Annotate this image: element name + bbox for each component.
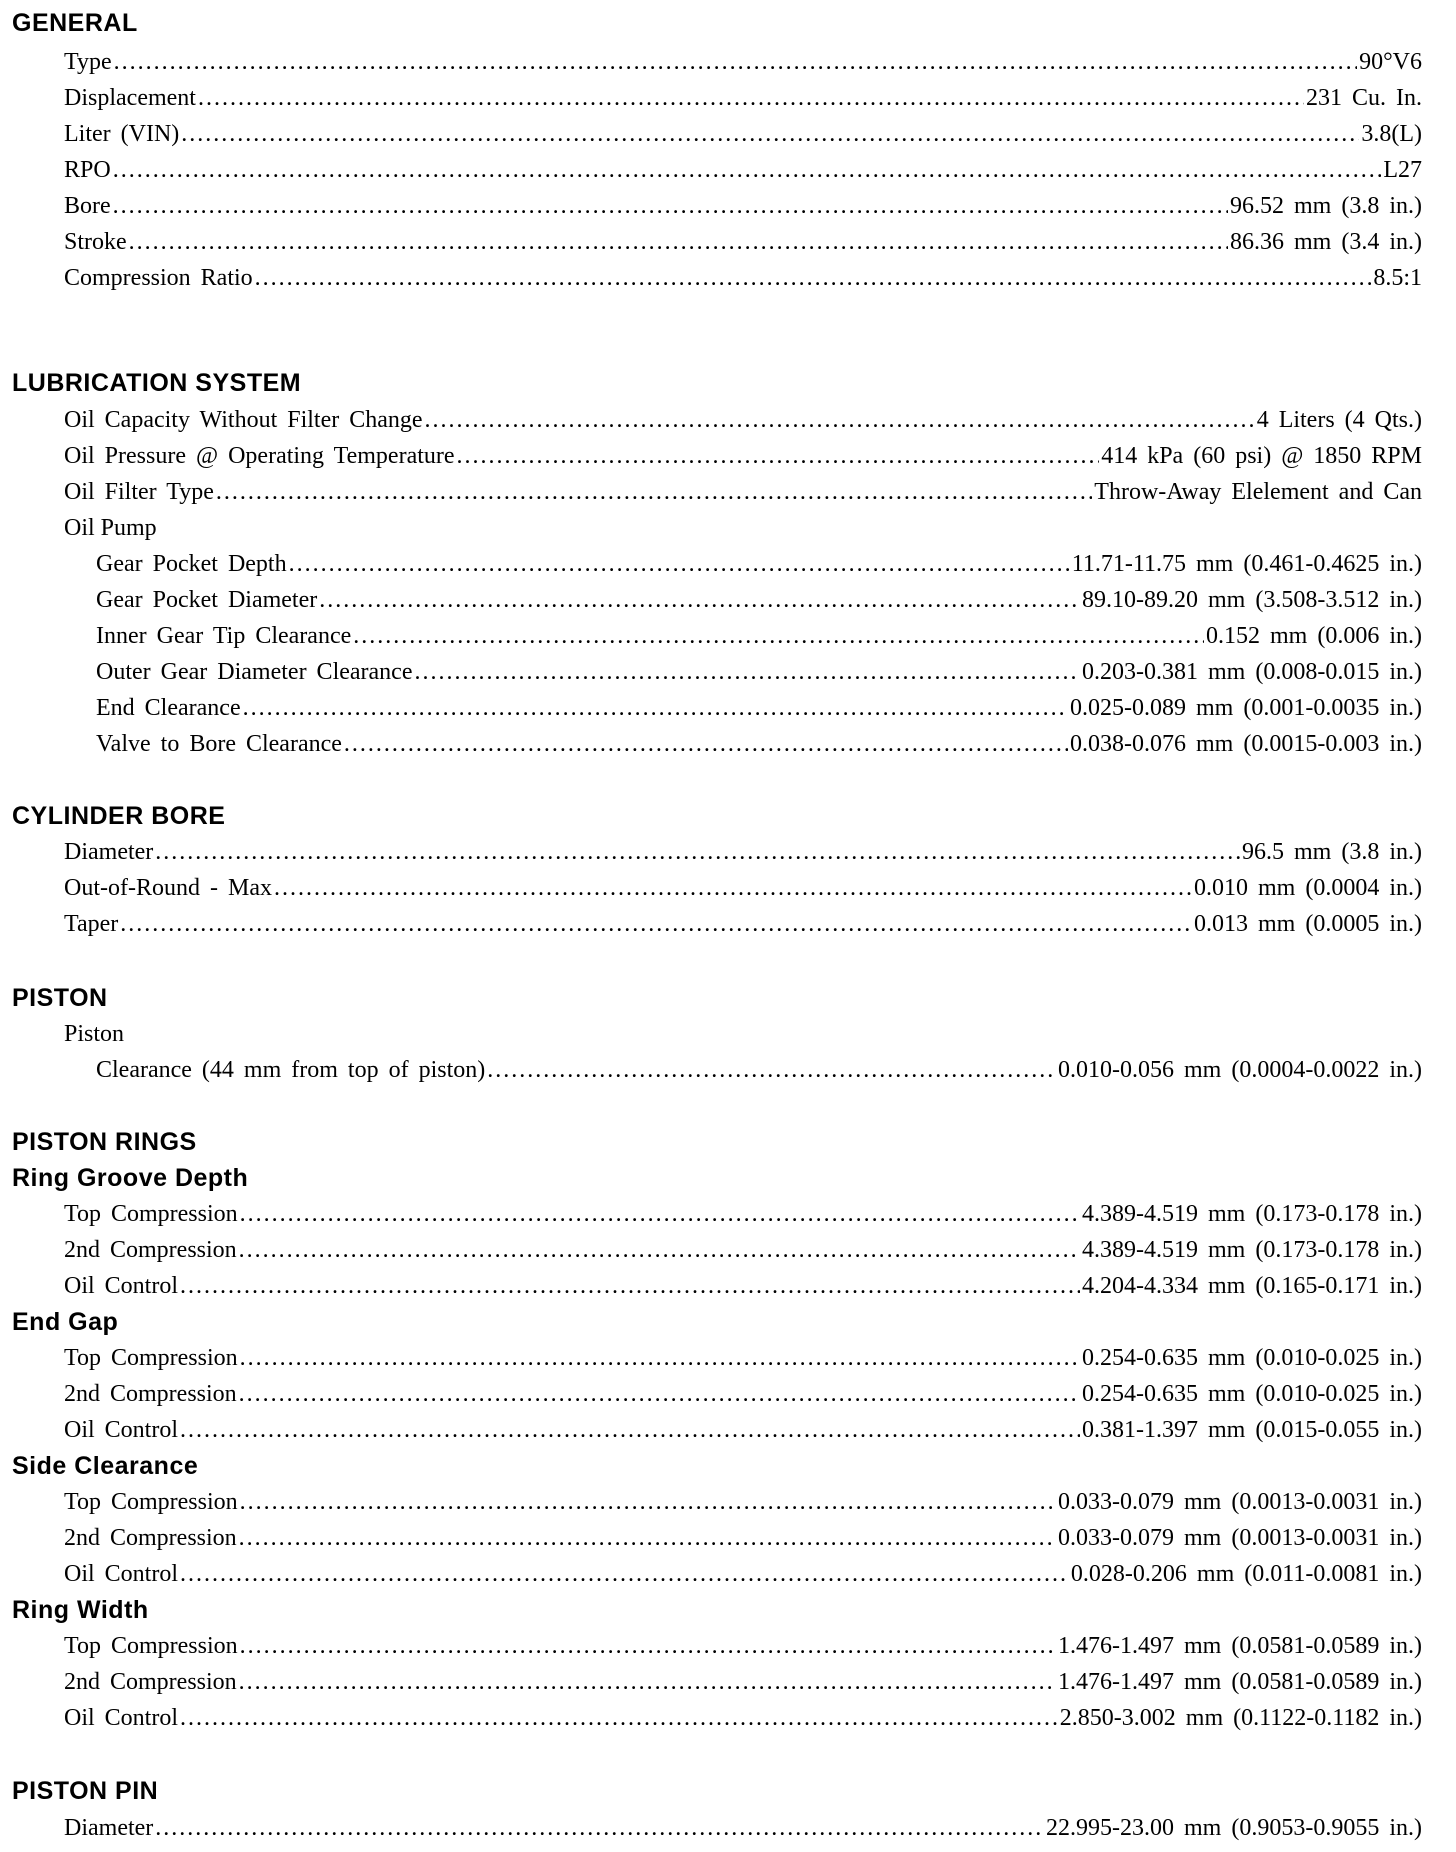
spec-value: 0.203-0.381 mm (0.008-0.015 in.) xyxy=(1082,659,1422,685)
leader-dots xyxy=(198,83,1304,113)
spec-value: L27 xyxy=(1383,157,1422,183)
spec-label: Oil Pressure @ Operating Temperature xyxy=(64,443,455,469)
spec-label: Valve to Bore Clearance xyxy=(96,731,342,757)
spec-row-groove-top xyxy=(64,1199,1422,1229)
spec-row-displacement xyxy=(64,83,1422,113)
spec-value: 89.10-89.20 mm (3.508-3.512 in.) xyxy=(1082,587,1422,613)
spec-row-pin-diameter xyxy=(64,1813,1422,1843)
subheading-side-clearance: Side Clearance xyxy=(12,1452,199,1480)
spec-value: 0.381-1.397 mm (0.015-0.055 in.) xyxy=(1082,1417,1422,1443)
spec-label: Top Compression xyxy=(64,1633,238,1659)
leader-dots xyxy=(239,1235,1080,1265)
leader-dots xyxy=(181,119,1359,149)
leader-dots xyxy=(155,837,1240,867)
spec-label: 2nd Compression xyxy=(64,1237,237,1263)
leader-dots xyxy=(180,1703,1058,1733)
spec-value: Throw-Away Elelement and Can xyxy=(1094,479,1422,505)
oil-pump-label: Oil Pump xyxy=(64,515,157,541)
spec-value: 0.013 mm (0.0005 in.) xyxy=(1194,911,1422,937)
spec-label: Liter (VIN) xyxy=(64,121,180,147)
spec-label: 2nd Compression xyxy=(64,1381,237,1407)
leader-dots xyxy=(180,1271,1080,1301)
leader-dots xyxy=(240,1199,1080,1229)
section-heading-piston: PISTON xyxy=(12,984,108,1012)
spec-value: 4.389-4.519 mm (0.173-0.178 in.) xyxy=(1082,1237,1422,1263)
subheading-end-gap: End Gap xyxy=(12,1308,119,1336)
leader-dots xyxy=(289,549,1070,579)
spec-label: Type xyxy=(64,49,112,75)
leader-dots xyxy=(487,1055,1056,1085)
spec-value: 8.5:1 xyxy=(1373,265,1422,291)
spec-label: Outer Gear Diameter Clearance xyxy=(96,659,413,685)
spec-value: 4 Liters (4 Qts.) xyxy=(1256,407,1422,433)
spec-row-side-top xyxy=(64,1487,1422,1517)
spec-value: 231 Cu. In. xyxy=(1306,85,1422,111)
spec-value: 1.476-1.497 mm (0.0581-0.0589 in.) xyxy=(1058,1633,1422,1659)
spec-value: 0.025-0.089 mm (0.001-0.0035 in.) xyxy=(1070,695,1422,721)
spec-row-compression-ratio xyxy=(64,263,1422,293)
spec-row-groove-oil xyxy=(64,1271,1422,1301)
spec-label: Inner Gear Tip Clearance xyxy=(96,623,352,649)
spec-row-gap-oil xyxy=(64,1415,1422,1445)
spec-row-bore-diameter xyxy=(64,837,1422,867)
spec-row-rpo xyxy=(64,155,1422,185)
spec-label: Oil Control xyxy=(64,1705,179,1731)
spec-label: Oil Control xyxy=(64,1273,179,1299)
spec-label: Compression Ratio xyxy=(64,265,253,291)
spec-value: 22.995-23.00 mm (0.9053-0.9055 in.) xyxy=(1046,1815,1422,1841)
spec-label: Oil Capacity Without Filter Change xyxy=(64,407,423,433)
spec-value: 4.389-4.519 mm (0.173-0.178 in.) xyxy=(1082,1201,1422,1227)
leader-dots xyxy=(240,1487,1056,1517)
spec-row-piston-clearance xyxy=(96,1055,1422,1085)
leader-dots xyxy=(113,191,1228,221)
leader-dots xyxy=(319,585,1080,615)
subheading-ring-groove-depth: Ring Groove Depth xyxy=(12,1164,249,1192)
spec-label: Oil Control xyxy=(64,1417,179,1443)
spec-row-out-of-round xyxy=(64,873,1422,903)
leader-dots xyxy=(239,1523,1056,1553)
spec-row-gear-pocket-diameter xyxy=(96,585,1422,615)
spec-label: Taper xyxy=(64,911,119,937)
spec-value: 0.254-0.635 mm (0.010-0.025 in.) xyxy=(1082,1381,1422,1407)
piston-sub-label: Piston xyxy=(64,1021,125,1047)
spec-row-width-oil xyxy=(64,1703,1422,1733)
leader-dots xyxy=(344,729,1068,759)
leader-dots xyxy=(274,873,1192,903)
spec-value: 86.36 mm (3.4 in.) xyxy=(1230,229,1422,255)
spec-value: 0.033-0.079 mm (0.0013-0.0031 in.) xyxy=(1058,1525,1422,1551)
leader-dots xyxy=(216,477,1092,507)
leader-dots xyxy=(180,1559,1069,1589)
spec-row-type xyxy=(64,47,1422,77)
subheading-ring-width: Ring Width xyxy=(12,1596,149,1624)
spec-value: 0.010 mm (0.0004 in.) xyxy=(1194,875,1422,901)
spec-value: 0.028-0.206 mm (0.011-0.0081 in.) xyxy=(1070,1561,1422,1587)
spec-label: Clearance (44 mm from top of piston) xyxy=(96,1057,486,1083)
spec-value: 90°V6 xyxy=(1359,49,1422,75)
spec-row-side-oil xyxy=(64,1559,1422,1589)
leader-dots xyxy=(114,47,1357,77)
spec-row-groove-2nd xyxy=(64,1235,1422,1265)
spec-label: Out-of-Round - Max xyxy=(64,875,272,901)
leader-dots xyxy=(457,441,1100,471)
spec-label: Gear Pocket Depth xyxy=(96,551,287,577)
spec-label: Gear Pocket Diameter xyxy=(96,587,318,613)
leader-dots xyxy=(113,155,1382,185)
leader-dots xyxy=(353,621,1204,651)
spec-label: Bore xyxy=(64,193,111,219)
spec-row-stroke xyxy=(64,227,1422,257)
section-heading-piston-rings: PISTON RINGS xyxy=(12,1128,197,1156)
spec-value: 414 kPa (60 psi) @ 1850 RPM xyxy=(1101,443,1422,469)
spec-row-bore xyxy=(64,191,1422,221)
spec-label: Displacement xyxy=(64,85,196,111)
spec-row-gap-top xyxy=(64,1343,1422,1373)
section-heading-lubrication: LUBRICATION SYSTEM xyxy=(12,369,302,397)
spec-value: 2.850-3.002 mm (0.1122-0.1182 in.) xyxy=(1059,1705,1422,1731)
spec-label: Oil Control xyxy=(64,1561,179,1587)
spec-row-oil-pressure xyxy=(64,441,1422,471)
spec-value: 1.476-1.497 mm (0.0581-0.0589 in.) xyxy=(1058,1669,1422,1695)
spec-value: 3.8(L) xyxy=(1361,121,1422,147)
spec-value: 11.71-11.75 mm (0.461-0.4625 in.) xyxy=(1071,551,1422,577)
spec-row-outer-gear-diameter xyxy=(96,657,1422,687)
spec-label: 2nd Compression xyxy=(64,1669,237,1695)
section-heading-cylinder-bore: CYLINDER BORE xyxy=(12,802,226,830)
spec-row-gear-pocket-depth xyxy=(96,549,1422,579)
spec-label: Top Compression xyxy=(64,1345,238,1371)
spec-value: 0.152 mm (0.006 in.) xyxy=(1206,623,1422,649)
spec-value: 0.010-0.056 mm (0.0004-0.0022 in.) xyxy=(1058,1057,1422,1083)
spec-row-end-clearance xyxy=(96,693,1422,723)
spec-value: 96.52 mm (3.8 in.) xyxy=(1230,193,1422,219)
leader-dots xyxy=(240,1631,1056,1661)
spec-row-inner-gear-tip xyxy=(96,621,1422,651)
spec-label: 2nd Compression xyxy=(64,1525,237,1551)
spec-label: Oil Filter Type xyxy=(64,479,214,505)
leader-dots xyxy=(180,1415,1080,1445)
spec-value: 0.033-0.079 mm (0.0013-0.0031 in.) xyxy=(1058,1489,1422,1515)
spec-label: End Clearance xyxy=(96,695,241,721)
leader-dots xyxy=(239,1379,1080,1409)
section-heading-piston-pin: PISTON PIN xyxy=(12,1777,159,1805)
spec-label: Stroke xyxy=(64,229,127,255)
leader-dots xyxy=(415,657,1081,687)
spec-label: RPO xyxy=(64,157,111,183)
spec-row-gap-2nd xyxy=(64,1379,1422,1409)
spec-row-width-2nd xyxy=(64,1667,1422,1697)
spec-row-oil-capacity xyxy=(64,405,1422,435)
spec-row-taper xyxy=(64,909,1422,939)
leader-dots xyxy=(425,405,1255,435)
leader-dots xyxy=(240,1343,1080,1373)
spec-row-liter xyxy=(64,119,1422,149)
spec-label: Diameter xyxy=(64,839,154,865)
spec-row-oil-filter-type xyxy=(64,477,1422,507)
leader-dots xyxy=(255,263,1372,293)
leader-dots xyxy=(239,1667,1056,1697)
spec-row-width-top xyxy=(64,1631,1422,1661)
spec-row-valve-to-bore xyxy=(96,729,1422,759)
leader-dots xyxy=(120,909,1192,939)
spec-value: 0.038-0.076 mm (0.0015-0.003 in.) xyxy=(1070,731,1422,757)
leader-dots xyxy=(155,1813,1044,1843)
section-heading-general: GENERAL xyxy=(12,9,138,37)
leader-dots xyxy=(243,693,1068,723)
spec-value: 96.5 mm (3.8 in.) xyxy=(1242,839,1422,865)
spec-value: 4.204-4.334 mm (0.165-0.171 in.) xyxy=(1082,1273,1422,1299)
spec-label: Top Compression xyxy=(64,1201,238,1227)
spec-row-side-2nd xyxy=(64,1523,1422,1553)
leader-dots xyxy=(129,227,1228,257)
spec-value: 0.254-0.635 mm (0.010-0.025 in.) xyxy=(1082,1345,1422,1371)
spec-label: Diameter xyxy=(64,1815,154,1841)
spec-label: Top Compression xyxy=(64,1489,238,1515)
